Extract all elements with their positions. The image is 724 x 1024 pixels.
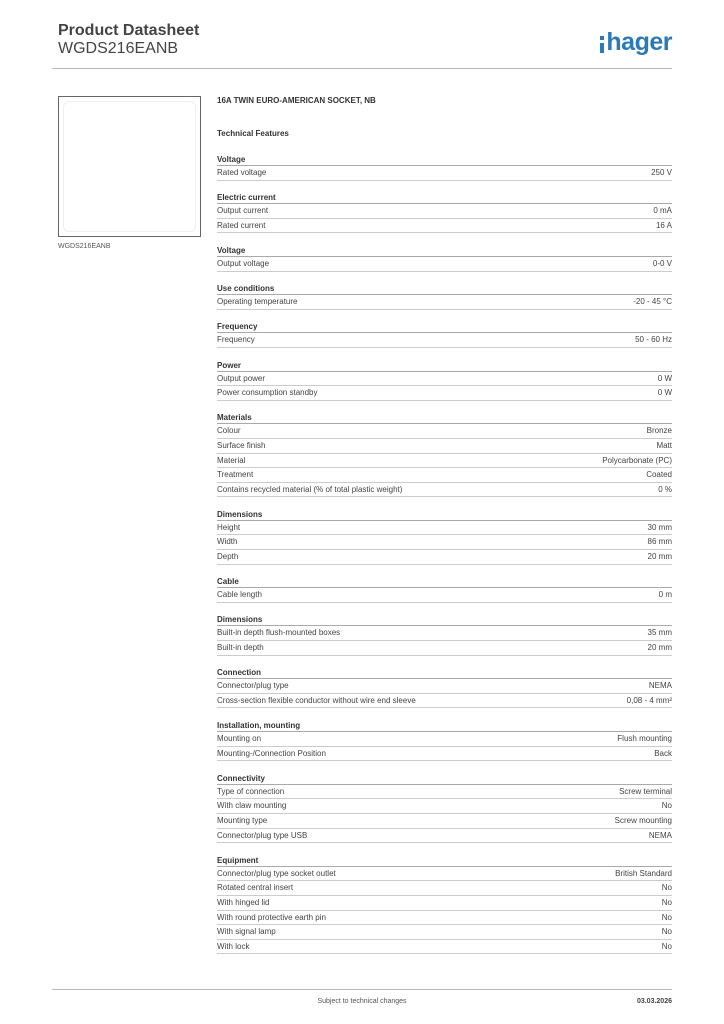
- product-image-caption: WGDS216EANB: [58, 243, 111, 250]
- feature-row: [217, 372, 672, 387]
- feature-value: Back: [654, 748, 672, 758]
- footer-date: 03.03.2026: [636, 998, 672, 1005]
- feature-label: With signal lamp: [217, 927, 276, 937]
- feature-label: Material: [217, 455, 246, 465]
- feature-value: Polycarbonate (PC): [602, 455, 672, 465]
- feature-value: No: [661, 941, 672, 951]
- feature-value: 50 - 60 Hz: [635, 335, 672, 345]
- feature-row: [217, 483, 672, 498]
- feature-row: [217, 867, 672, 882]
- feature-row: [217, 550, 672, 565]
- feature-row: [217, 257, 672, 272]
- feature-label: Mounting on: [217, 734, 262, 743]
- feature-label: Connector/plug type USB: [217, 830, 308, 840]
- feature-value: 0 m: [658, 590, 672, 600]
- footer-divider: [52, 989, 672, 990]
- feature-label: Contains recycled material (% of total plastic weight): [217, 484, 403, 494]
- header-divider: [52, 68, 672, 69]
- feature-value: 0,08 - 4 mm²: [626, 695, 672, 705]
- feature-row: [217, 641, 672, 656]
- feature-value: Screw mounting: [614, 815, 672, 825]
- feature-group: [217, 667, 672, 708]
- feature-group: [217, 154, 672, 181]
- feature-row: [217, 424, 672, 439]
- feature-group: [217, 283, 672, 310]
- feature-group: [217, 360, 672, 401]
- feature-label: Mounting type: [217, 815, 268, 825]
- group-title: Connectivity: [217, 773, 672, 785]
- feature-label: Built-in depth flush-mounted boxes: [217, 628, 341, 638]
- feature-label: Output power: [217, 373, 266, 383]
- group-title: Dimensions: [217, 614, 672, 626]
- feature-value: Coated: [646, 470, 672, 480]
- product-code: WGDS216EANB: [58, 40, 179, 57]
- feature-group: [217, 855, 672, 955]
- feature-row: [217, 386, 672, 401]
- feature-row: [217, 454, 672, 469]
- group-title: Frequency: [217, 321, 672, 333]
- page-header: [58, 22, 672, 70]
- feature-label: Rated voltage: [217, 168, 267, 177]
- group-title: Voltage: [217, 245, 672, 257]
- feature-value: 0 W: [657, 388, 672, 398]
- feature-value: 0 mA: [653, 206, 672, 216]
- feature-value: NEMA: [648, 681, 672, 691]
- logo-mark-icon: [600, 36, 604, 53]
- feature-label: Rated current: [217, 220, 266, 230]
- group-title: Installation, mounting: [217, 720, 672, 732]
- group-title: Materials: [217, 412, 672, 424]
- feature-label: With round protective earth pin: [217, 912, 326, 922]
- feature-label: Rotated central insert: [217, 883, 294, 893]
- feature-value: No: [661, 897, 672, 907]
- feature-label: Output current: [217, 206, 269, 216]
- feature-label: Frequency: [217, 335, 255, 345]
- group-title: Dimensions: [217, 509, 672, 521]
- feature-value: 0-0 V: [652, 258, 672, 268]
- feature-value: NEMA: [648, 830, 672, 840]
- feature-label: Cable length: [217, 590, 262, 600]
- feature-value: Bronze: [646, 426, 672, 436]
- feature-label: Built-in depth: [217, 643, 264, 653]
- feature-label: Connector/plug type: [217, 681, 289, 691]
- feature-value: Screw terminal: [619, 786, 672, 796]
- group-title: Electric current: [217, 192, 672, 204]
- feature-row: [217, 785, 672, 800]
- feature-group: [217, 245, 672, 272]
- feature-row: [217, 679, 672, 694]
- group-title: Use conditions: [217, 283, 672, 295]
- feature-row: [217, 204, 672, 219]
- feature-label: Width: [217, 537, 238, 547]
- feature-label: Power consumption standby: [217, 388, 318, 398]
- feature-label: Output voltage: [217, 258, 270, 268]
- feature-row: [217, 911, 672, 926]
- logo-text: hager: [606, 28, 672, 56]
- feature-row: [217, 588, 672, 603]
- feature-row: [217, 881, 672, 896]
- feature-value: 30 mm: [647, 522, 672, 532]
- feature-label: Connector/plug type socket outlet: [217, 868, 336, 878]
- feature-value: No: [661, 801, 672, 811]
- feature-group: [217, 509, 672, 565]
- feature-label: Height: [217, 522, 241, 532]
- feature-value: No: [661, 927, 672, 937]
- feature-row: [217, 468, 672, 483]
- feature-value: No: [661, 912, 672, 922]
- product-name: 16A TWIN EURO-AMERICAN SOCKET, NB: [217, 96, 376, 105]
- feature-group: [217, 614, 672, 655]
- feature-groups: [217, 154, 672, 954]
- group-title: Cable: [217, 576, 672, 588]
- feature-value: Flush mounting: [617, 734, 672, 743]
- feature-row: [217, 896, 672, 911]
- feature-group: [217, 412, 672, 497]
- feature-value: 0 %: [658, 484, 672, 494]
- feature-row: [217, 166, 672, 181]
- group-title: Voltage: [217, 154, 672, 166]
- hager-logo: [600, 28, 672, 57]
- feature-label: Cross-section flexible conductor without wire end sleeve: [217, 695, 416, 705]
- feature-row: [217, 925, 672, 940]
- feature-value: 250 V: [651, 168, 672, 177]
- feature-value: 86 mm: [647, 537, 672, 547]
- feature-row: [217, 732, 672, 747]
- feature-group: [217, 576, 672, 603]
- feature-row: [217, 521, 672, 536]
- technical-content: [217, 94, 672, 966]
- feature-row: [217, 535, 672, 550]
- feature-row: [217, 799, 672, 814]
- document-title: Product Datasheet: [58, 22, 200, 39]
- feature-row: [217, 333, 672, 348]
- feature-row: [217, 694, 672, 709]
- feature-row: [217, 747, 672, 762]
- footer-note: Subject to technical changes: [317, 998, 407, 1005]
- feature-row: [217, 940, 672, 955]
- feature-row: [217, 829, 672, 844]
- group-title: Connection: [217, 667, 672, 679]
- feature-value: -20 - 45 °C: [633, 297, 672, 307]
- feature-label: Surface finish: [217, 440, 266, 450]
- feature-row: [217, 295, 672, 310]
- feature-value: 35 mm: [647, 628, 672, 638]
- feature-row: [217, 814, 672, 829]
- feature-label: Treatment: [217, 470, 254, 480]
- feature-value: 0 W: [657, 373, 672, 383]
- feature-label: With lock: [217, 941, 250, 951]
- feature-row: [217, 439, 672, 454]
- feature-value: 16 A: [655, 220, 672, 230]
- feature-label: Operating temperature: [217, 297, 298, 307]
- feature-label: Type of connection: [217, 786, 285, 796]
- product-image: [63, 101, 196, 232]
- feature-row: [217, 626, 672, 641]
- feature-row: [217, 219, 672, 234]
- feature-label: Depth: [217, 552, 239, 562]
- feature-group: [217, 192, 672, 233]
- group-title: Equipment: [217, 855, 672, 867]
- product-image-frame: [58, 96, 201, 237]
- group-title: Power: [217, 360, 672, 372]
- feature-value: No: [661, 883, 672, 893]
- feature-group: [217, 773, 672, 843]
- section-title: Technical Features: [217, 129, 289, 138]
- feature-label: With hinged lid: [217, 897, 270, 907]
- feature-value: Matt: [656, 440, 672, 450]
- feature-label: Colour: [217, 426, 241, 436]
- feature-group: [217, 720, 672, 761]
- feature-label: With claw mounting: [217, 801, 287, 811]
- feature-label: Mounting-/Connection Position: [217, 748, 326, 758]
- feature-value: 20 mm: [647, 643, 672, 653]
- feature-value: British Standard: [615, 868, 672, 878]
- feature-group: [217, 321, 672, 348]
- feature-value: 20 mm: [647, 552, 672, 562]
